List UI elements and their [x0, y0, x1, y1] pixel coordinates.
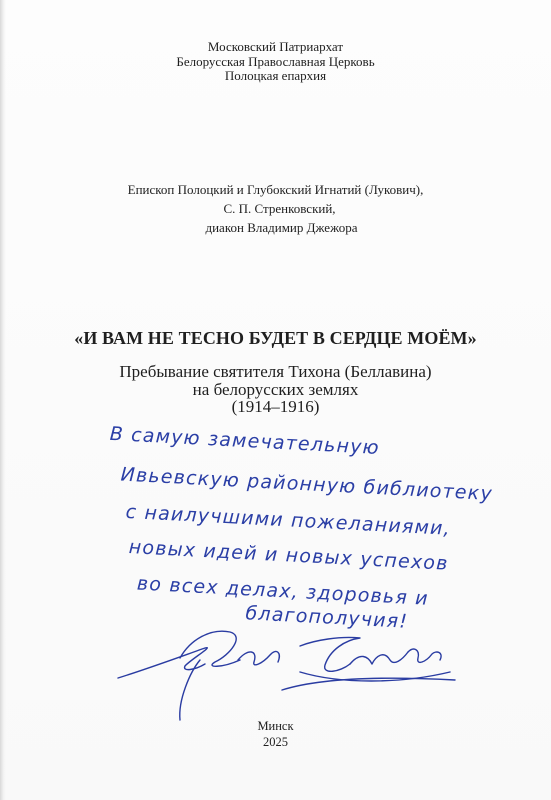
- author-strenkovsky: С. П. Стренковский,: [223, 201, 336, 216]
- inscription-line-2: Ивьевскую районную библиотеку: [120, 463, 494, 506]
- publisher-block: [0, 40, 551, 84]
- inscription-line-3: с наилучшими пожеланиями,: [125, 500, 452, 540]
- inscription-line-6: благополучия!: [244, 602, 409, 633]
- authors-block: [0, 180, 551, 237]
- imprint-block: [0, 718, 551, 750]
- publisher-line-patriarchate: Московский Патриархат: [207, 39, 344, 54]
- book-subtitle: [0, 363, 551, 416]
- author-bishop: Епископ Полоцкий и Глубокский Игнатий (Лукович),: [127, 182, 424, 197]
- subtitle-line-3: (1914–1916): [231, 397, 320, 416]
- inscription-line-4: новых идей и новых успехов: [128, 536, 450, 575]
- handwritten-signature: [118, 631, 455, 720]
- publisher-line-eparchy: Полоцкая епархия: [224, 68, 327, 83]
- subtitle-line-1: Пребывание святителя Тихона (Беллавина): [119, 362, 432, 381]
- book-title: «И ВАМ НЕ ТЕСНО БУДЕТ В СЕРДЦЕ МОЁМ»: [74, 328, 477, 348]
- subtitle-line-2: на белорусских землях: [192, 379, 359, 399]
- inscription-line-1: В самую замечательную: [109, 422, 381, 460]
- imprint-year: 2025: [263, 735, 288, 749]
- author-deacon: диакон Владимир Джежора: [205, 220, 358, 235]
- publisher-line-church: Белорусская Православная Церковь: [176, 53, 375, 69]
- imprint-city: Минск: [257, 719, 294, 733]
- inscription-line-5: во всех делах, здоровья и: [136, 572, 430, 610]
